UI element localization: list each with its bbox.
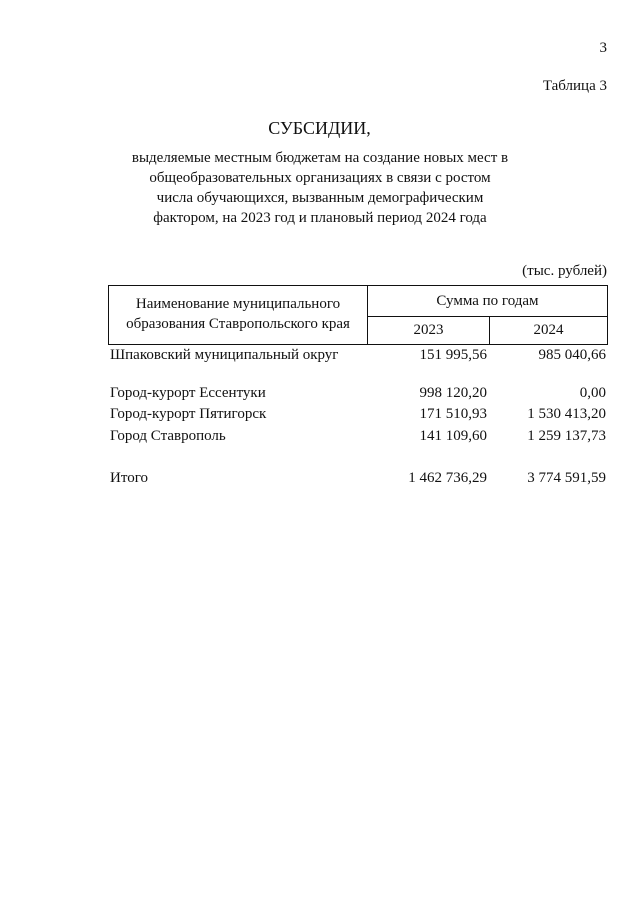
row-name: Город Ставрополь bbox=[110, 428, 226, 444]
total-value-2023: 1 462 736,29 bbox=[408, 470, 487, 486]
page-number: 3 bbox=[599, 40, 607, 56]
column-header-2024: 2024 bbox=[533, 322, 564, 338]
table-row bbox=[108, 426, 608, 446]
table-total-row bbox=[108, 468, 608, 488]
table-row bbox=[108, 404, 608, 424]
row-value-2023: 151 995,56 bbox=[419, 347, 487, 363]
row-value-2023: 171 510,93 bbox=[419, 406, 487, 422]
row-name: Шпаковский муниципальный округ bbox=[110, 347, 339, 363]
column-header-2023: 2023 bbox=[368, 317, 490, 344]
row-value-2024: 1 259 137,73 bbox=[527, 428, 606, 444]
row-value-2024: 0,00 bbox=[579, 385, 606, 401]
column-header-sum: Сумма по годам bbox=[368, 286, 607, 317]
total-value-2024: 3 774 591,59 bbox=[527, 470, 606, 486]
table-row bbox=[108, 383, 608, 403]
row-name: Город-курорт Ессентуки bbox=[110, 385, 266, 401]
document-title: СУБСИДИИ, bbox=[268, 118, 371, 138]
row-value-2024: 985 040,66 bbox=[538, 347, 606, 363]
units-label: (тыс. рублей) bbox=[522, 263, 607, 279]
table-row bbox=[108, 345, 608, 365]
row-value-2024: 1 530 413,20 bbox=[527, 406, 606, 422]
table-header bbox=[108, 285, 608, 345]
table-label: Таблица 3 bbox=[542, 78, 607, 94]
row-value-2023: 141 109,60 bbox=[419, 428, 487, 444]
column-header-name: Наименование муниципального образования Ставропольского края bbox=[109, 286, 368, 344]
row-name: Город-курорт Пятигорск bbox=[110, 406, 267, 422]
total-label: Итого bbox=[110, 470, 148, 486]
row-value-2023: 998 120,20 bbox=[419, 385, 487, 401]
document-subtitle: выделяемые местным бюджетам на создание новых мест в общеобразовательных организациях в связи с ростом числа обучающихся, вызванным демографическим фактором, на 2023 год и плановый период 2024 года bbox=[131, 150, 509, 226]
